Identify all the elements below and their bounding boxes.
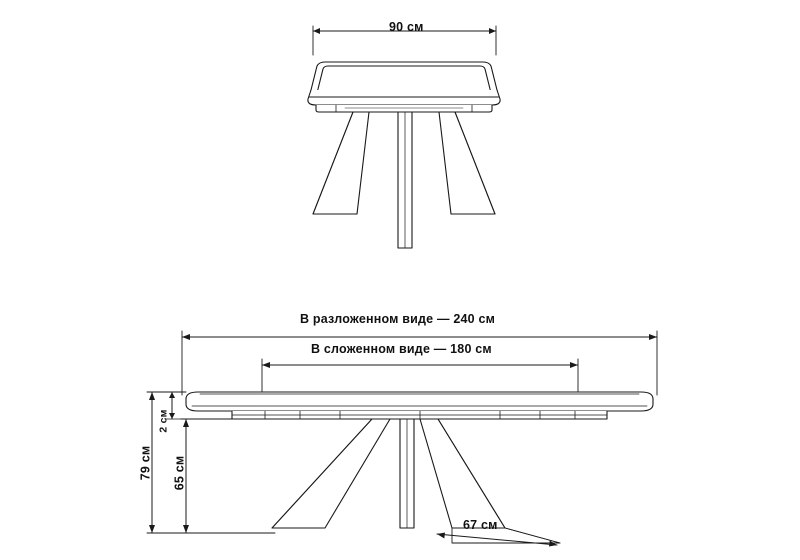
front-leg-right (420, 419, 505, 528)
dimension-height-65 (181, 419, 232, 533)
leg-right (439, 112, 495, 214)
leg-left (313, 112, 369, 214)
apron (316, 105, 492, 112)
label-extended-length: В разложенном виде — 240 см (300, 312, 496, 326)
label-folded-length: В сложенном виде — 180 см (311, 342, 492, 356)
label-base-depth: 67 см (463, 518, 498, 532)
label-under-top-height: 65 см (172, 455, 187, 491)
tabletop-edge-band (308, 90, 500, 105)
top-view-group (308, 26, 500, 248)
label-top-width: 90 см (389, 20, 424, 34)
dimension-base-depth-67 (437, 533, 557, 547)
front-tabletop (186, 392, 653, 411)
label-total-height: 79 см (138, 445, 153, 481)
front-view-group (147, 331, 657, 547)
label-top-thickness: 2 см (157, 409, 170, 433)
dimension-extended-240 (182, 331, 657, 395)
front-leg-left (272, 419, 390, 528)
